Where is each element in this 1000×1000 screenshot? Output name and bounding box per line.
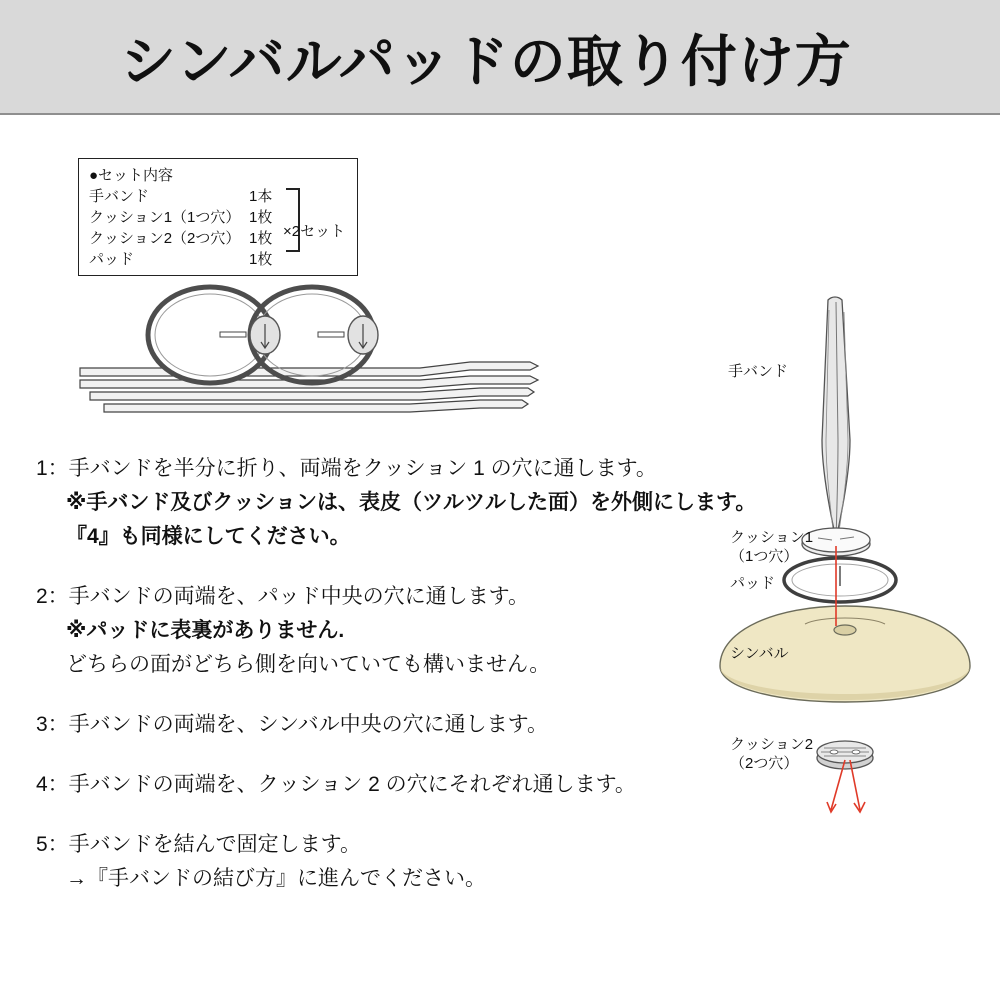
set-item-qty: 1枚 bbox=[249, 230, 273, 247]
label-cushion1-line1: クッション1 bbox=[730, 529, 814, 546]
label-cymbal: シンバル bbox=[730, 645, 789, 662]
label-cushion1-line2: （1つ穴） bbox=[730, 548, 799, 565]
step-line: 『4』も同様にしてください。 bbox=[66, 525, 351, 548]
set-item-qty: 1枚 bbox=[249, 209, 273, 226]
set-contents-multiplier: ×2セット bbox=[283, 223, 346, 240]
step-5 bbox=[36, 828, 736, 896]
step-line: 1：手バンドを半分に折り、両端をクッション 1 の穴に通します。 bbox=[36, 457, 657, 480]
label-cushion2-line2: （2つ穴） bbox=[730, 755, 799, 772]
step-line: →『手バンドの結び方』に進んでください。 bbox=[66, 867, 486, 890]
set-item-qty: 1枚 bbox=[249, 251, 273, 268]
set-item-name: クッション2（2つ穴） bbox=[89, 230, 241, 247]
label-hand-band: 手バンド bbox=[728, 363, 789, 380]
set-item-name: クッション1（1つ穴） bbox=[89, 209, 241, 226]
label-cushion2-line1: クッション2 bbox=[730, 736, 814, 753]
page-title: シンバルパッドの取り付け方 bbox=[120, 30, 852, 93]
set-item-qty: 1本 bbox=[249, 188, 273, 205]
hand-band-shape bbox=[822, 297, 850, 540]
set-contents-title: ●セット内容 bbox=[89, 167, 174, 184]
step-1 bbox=[36, 452, 757, 554]
step-line: どちらの面がどちら側を向いていても構いません。 bbox=[66, 653, 551, 676]
cushion2-shape bbox=[817, 741, 873, 769]
instruction-steps bbox=[36, 452, 757, 922]
label-pad: パッド bbox=[730, 575, 776, 592]
step-line: 3：手バンドの両端を、シンバル中央の穴に通します。 bbox=[36, 713, 549, 736]
set-contents-row bbox=[89, 249, 347, 270]
step-2 bbox=[36, 580, 736, 682]
set-contents-row bbox=[89, 186, 347, 207]
label-cushion2 bbox=[730, 735, 813, 773]
step-line: ※手バンド及びクッションは、表皮（ツルツルした面）を外側にします。 bbox=[66, 491, 757, 514]
set-item-name: 手バンド bbox=[89, 188, 150, 205]
set-item-name: パッド bbox=[89, 251, 135, 268]
step-line: 2：手バンドの両端を、パッド中央の穴に通します。 bbox=[36, 585, 529, 608]
step-line: 5：手バンドを結んで固定します。 bbox=[36, 833, 361, 856]
label-cushion1 bbox=[730, 528, 813, 566]
set-contents-box bbox=[78, 158, 358, 276]
assembly-illustration bbox=[60, 280, 560, 440]
step-line: 4：手バンドの両端を、クッション 2 の穴にそれぞれ通します。 bbox=[36, 773, 636, 796]
step-line: ※パッドに表裏がありません. bbox=[66, 619, 345, 642]
step-4 bbox=[36, 768, 736, 802]
step-3 bbox=[36, 708, 736, 742]
header-banner bbox=[0, 0, 1000, 115]
